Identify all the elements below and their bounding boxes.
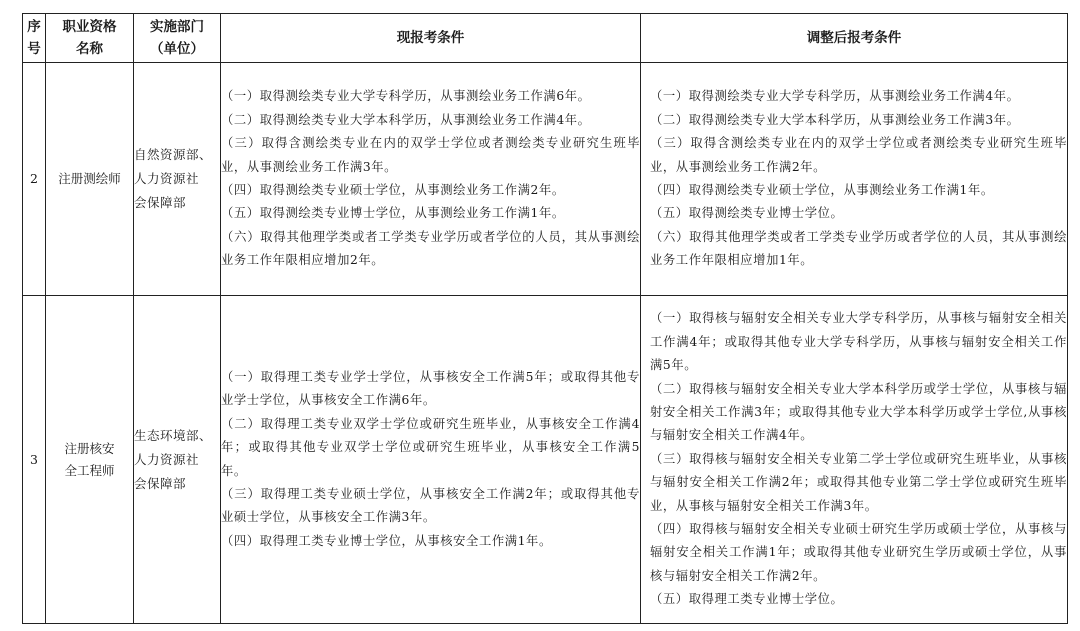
row-seq: 2 [23,63,46,296]
header-seq: 序 号 [23,14,46,63]
header-adjusted-conditions: 调整后报考条件 [641,14,1068,63]
row-current-conditions: （一）取得理工类专业学士学位，从事核安全工作满5年；或取得其他专业学士学位，从事核安全工作满6年。 （二）取得理工类专业双学士学位或研究生班毕业，从事核安全工作满4年；或取得其他专业双学士学位或研究生班毕业，从事核安全工作满5年。 （三）取得理工类专业硕士学位，从事核安全工作满2年；或取得其他专业硕士学位，从事核安全工作满3年。 （四）取得理工类专业博士学位，从事核安全工作满1年。 [221,296,641,624]
row-department: 自然资源部、 人力资源社 会保障部 [134,63,221,296]
row-current-conditions: （一）取得测绘类专业大学专科学历，从事测绘业务工作满6年。 （二）取得测绘类专业大学本科学历，从事测绘业务工作满4年。 （三）取得含测绘类专业在内的双学士学位或者测绘类专业研究生班毕业，从事测绘业务工作满3年。 （四）取得测绘类专业硕士学位，从事测绘业务工作满2年。 （五）取得测绘类专业博士学位，从事测绘业务工作满1年。 （六）取得其他理学类或者工学类专业学历或者学位的人员，其从事测绘业务工作年限相应增加2年。 [221,63,641,296]
row-seq: 3 [23,296,46,624]
row-department: 生态环境部、 人力资源社 会保障部 [134,296,221,624]
header-current-conditions: 现报考条件 [221,14,641,63]
row-adjusted-conditions: （一）取得测绘类专业大学专科学历，从事测绘业务工作满4年。 （二）取得测绘类专业大学本科学历，从事测绘业务工作满3年。 （三）取得含测绘类专业在内的双学士学位或者测绘类专业研究生班毕业，从事测绘业务工作满2年。 （四）取得测绘类专业硕士学位，从事测绘业务工作满1年。 （五）取得测绘类专业博士学位。 （六）取得其他理学类或者工学类专业学历或者学位的人员，其从事测绘业务工作年限相应增加1年。 [641,63,1068,296]
header-row [23,14,1068,63]
row-qualification-name: 注册核安 全工程师 [46,296,134,624]
header-department: 实施部门 （单位） [134,14,221,63]
table-row [23,63,1068,296]
row-adjusted-conditions: （一）取得核与辐射安全相关专业大学专科学历，从事核与辐射安全相关工作满4年；或取得其他专业大学专科学历，从事核与辐射安全相关工作满5年。 （二）取得核与辐射安全相关专业大学本科学历或学士学位，从事核与辐射安全相关工作满3年；或取得其他专业大学本科学历或学士学位,从事核与辐射安全相关工作满4年。 （三）取得核与辐射安全相关专业第二学士学位或研究生班毕业，从事核与辐射安全相关工作满2年；或取得其他专业第二学士学位或研究生班毕业，从事核与辐射安全相关工作满3年。 （四）取得核与辐射安全相关专业硕士研究生学历或硕士学位，从事核与辐射安全相关工作满1年；或取得其他专业研究生学历或硕士学位，从事核与辐射安全相关工作满2年。 （五）取得理工类专业博士学位。 [641,296,1068,624]
header-qualification-name: 职业资格 名称 [46,14,134,63]
row-qualification-name: 注册测绘师 [46,63,134,296]
qualification-table [22,13,1068,624]
table-row [23,296,1068,624]
